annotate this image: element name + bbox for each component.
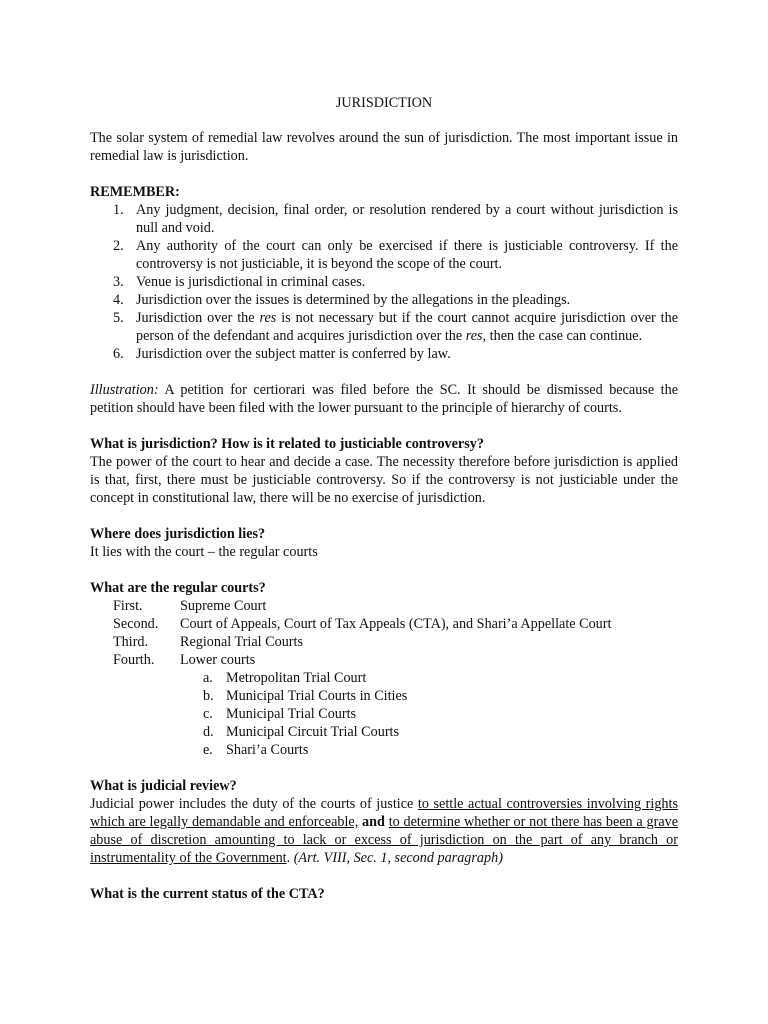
court-row: Second. Court of Appeals, Court of Tax Appeals (CTA), and Shari’a Appellate Court bbox=[113, 616, 612, 632]
question-heading: What is the current status of the CTA? bbox=[90, 886, 325, 902]
list-item: 1. Any judgment, decision, final order, or resolution rendered by a court without jurisdiction is null and void. bbox=[113, 202, 678, 236]
list-item: d. Municipal Circuit Trial Courts bbox=[203, 724, 400, 740]
list-item: e. Shari’a Courts bbox=[203, 742, 309, 758]
illustration-paragraph: Illustration: A petition for certiorari was filed before the SC. It should be dismissed because the petition should have been filed with the lower pursuant to the principle of hierarchy of courts. bbox=[90, 382, 678, 416]
question-heading: What is jurisdiction? How is it related to justiciable controversy? bbox=[90, 436, 484, 452]
court-row: Fourth. Lower courts bbox=[113, 652, 256, 668]
list-item: 5. Jurisdiction over the res is not necessary but if the court cannot acquire jurisdiction over the person of the defendant and acquires jurisdiction over the res, then the case can continue. bbox=[113, 310, 678, 344]
lower-courts-list bbox=[90, 669, 678, 759]
question-heading: What are the regular courts? bbox=[90, 580, 266, 596]
list-item: 4. Jurisdiction over the issues is determined by the allegations in the pleadings. bbox=[113, 292, 571, 308]
page-title: JURISDICTION bbox=[335, 95, 433, 111]
list-item: b. Municipal Trial Courts in Cities bbox=[203, 688, 408, 704]
courts-list bbox=[90, 597, 678, 669]
list-item: c. Municipal Trial Courts bbox=[203, 706, 357, 722]
court-row: Third. Regional Trial Courts bbox=[113, 634, 303, 650]
question-heading: What is judicial review? bbox=[90, 778, 237, 794]
question-heading: Where does jurisdiction lies? bbox=[90, 526, 266, 542]
answer-paragraph: Judicial power includes the duty of the courts of justice to settle actual controversies involving rights which are legally demandable and enforceable, and to determine whether or not there has been a grave abuse of discretion amounting to lack or excess of jurisdiction on the part of any branch or instrumentality of the Government. (Art. VIII, Sec. 1, second paragraph) bbox=[90, 796, 679, 866]
list-item: 3. Venue is jurisdictional in criminal cases. bbox=[113, 274, 366, 290]
intro-paragraph: The solar system of remedial law revolves around the sun of jurisdiction. The most important issue in remedial law is jurisdiction. bbox=[90, 130, 678, 164]
court-row: First. Supreme Court bbox=[113, 598, 267, 614]
list-item: a. Metropolitan Trial Court bbox=[203, 670, 367, 686]
answer-paragraph: The power of the court to hear and decide a case. The necessity therefore before jurisdiction is applied is that, first, there must be justiciable controversy. So if the controversy is not justiciable under the concept in constitutional law, there will be no exercise of jurisdiction. bbox=[90, 454, 678, 506]
list-item: 2. Any authority of the court can only be exercised if there is justiciable controversy. If the controversy is not justiciable, it is beyond the scope of the court. bbox=[113, 238, 678, 272]
answer-paragraph: It lies with the court – the regular courts bbox=[90, 544, 318, 560]
document-body bbox=[90, 94, 678, 903]
remember-heading: REMEMBER: bbox=[90, 184, 180, 200]
remember-list bbox=[90, 201, 678, 363]
list-item: 6. Jurisdiction over the subject matter is conferred by law. bbox=[113, 346, 451, 362]
